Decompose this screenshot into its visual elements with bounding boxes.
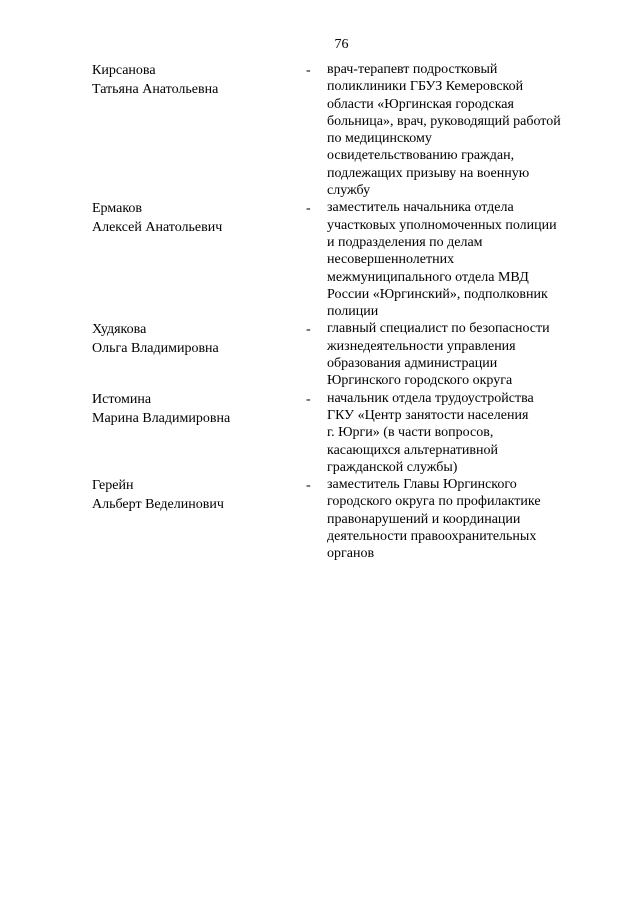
separator-dash: - <box>306 478 311 494</box>
member-position <box>327 199 589 320</box>
position-line: заместитель начальника отдела <box>327 200 514 216</box>
position-line: полиции <box>327 304 379 320</box>
position-line: деятельности правоохранительных <box>327 529 537 545</box>
member-given-names: Ольга Владимировна <box>92 341 219 357</box>
separator-dash: - <box>306 63 311 78</box>
member-entry-gerein <box>0 476 640 562</box>
position-line: подлежащих призыву на военную <box>327 165 530 181</box>
member-position <box>327 320 589 389</box>
member-entry-istomina <box>0 390 640 476</box>
position-line: Юргинского городского округа <box>327 373 513 389</box>
member-name <box>92 390 292 428</box>
page-number: 76 <box>334 37 349 52</box>
position-line: главный специалист по безопасности <box>327 321 550 337</box>
member-name <box>92 61 292 99</box>
position-line: заместитель Главы Юргинского <box>327 477 517 493</box>
position-line: освидетельствованию граждан, <box>327 148 515 164</box>
position-line: службу <box>327 183 371 199</box>
commission-member-list <box>0 61 640 563</box>
position-line: и подразделения по делам <box>327 234 483 250</box>
position-line: межмуниципального отдела МВД <box>327 269 529 285</box>
position-line: больница», врач, руководящий работой <box>327 113 561 129</box>
position-line: ГКУ «Центр занятости населения <box>327 407 529 423</box>
member-entry-khudyakova <box>0 320 640 389</box>
separator-dash: - <box>306 201 311 217</box>
member-name <box>92 476 292 514</box>
member-entry-kirsanova <box>0 61 640 199</box>
position-line: врач-терапевт подростковый <box>327 62 498 77</box>
member-position <box>327 476 589 562</box>
member-given-names: Альберт Веделинович <box>92 497 224 513</box>
position-line: касающихся альтернативной <box>327 442 498 458</box>
position-line: по медицинскому <box>327 131 432 147</box>
position-line: органов <box>327 546 375 562</box>
member-given-names: Татьяна Анатольевна <box>92 82 219 97</box>
position-line: поликлиники ГБУЗ Кемеровской <box>327 79 524 95</box>
position-line: гражданской службы) <box>327 459 458 475</box>
member-entry-ermakov <box>0 199 640 320</box>
position-line: участковых уполномоченных полиции <box>327 217 557 233</box>
position-line: начальник отдела трудоустройства <box>327 390 534 406</box>
member-surname: Худякова <box>92 322 147 338</box>
position-line: городского округа по профилактике <box>327 494 541 510</box>
position-line: правонарушений и координации <box>327 511 521 527</box>
separator-dash: - <box>306 391 311 407</box>
position-line: несовершеннолетних <box>327 252 455 268</box>
member-name <box>92 320 292 358</box>
member-surname: Истомина <box>92 391 152 407</box>
position-line: г. Юрги» (в части вопросов, <box>327 425 494 441</box>
position-line: жизнедеятельности управления <box>327 338 516 354</box>
position-line: области «Юргинская городская <box>327 96 514 112</box>
member-given-names: Марина Владимировна <box>92 410 231 426</box>
member-surname: Ермаков <box>92 201 143 217</box>
member-given-names: Алексей Анатольевич <box>92 220 223 236</box>
member-position <box>327 61 589 199</box>
member-name <box>92 199 292 237</box>
member-surname: Кирсанова <box>92 63 156 78</box>
separator-dash: - <box>306 322 311 338</box>
position-line: России «Юргинский», подполковник <box>327 286 548 302</box>
member-position <box>327 390 589 476</box>
position-line: образования администрации <box>327 356 498 372</box>
member-surname: Герейн <box>92 478 134 494</box>
